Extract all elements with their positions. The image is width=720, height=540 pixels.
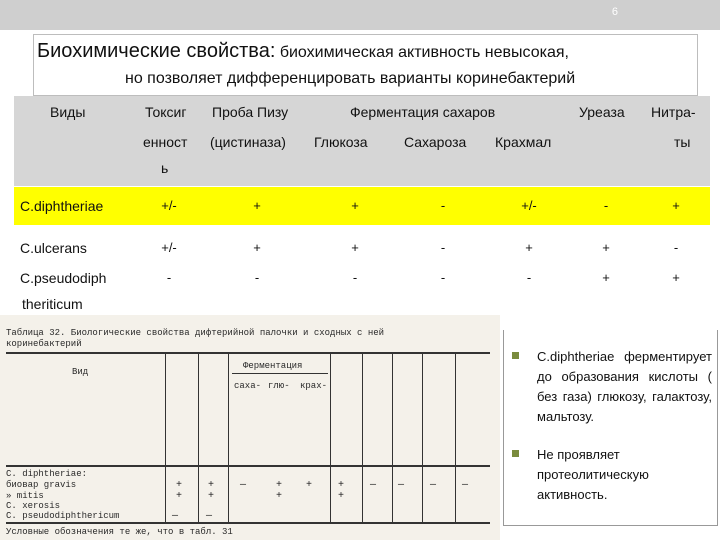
scan-caption-2: коринебактерий — [6, 339, 82, 349]
cell-toxigenicity: +/- — [161, 198, 177, 213]
scan-symbol: + — [176, 480, 183, 491]
cell-starch: +/- — [521, 198, 537, 213]
scan-symbol: — — [430, 480, 437, 491]
note-item — [512, 347, 712, 427]
cell-urease: + — [602, 240, 610, 255]
scan-footer: Условные обозначения те же, что в табл. 31 — [6, 527, 233, 537]
scan-column-rule — [165, 353, 166, 523]
header-glucose: Глюкоза — [314, 134, 368, 150]
scan-column-rule — [228, 353, 229, 523]
table-row — [14, 187, 710, 225]
header-urease: Уреаза — [579, 104, 625, 120]
scan-caption: Таблица 32. Биологические свойства дифтерийной палочки и сходных с ней — [6, 328, 385, 338]
scan-symbol: — — [370, 480, 377, 491]
scan-column-rule — [330, 353, 331, 523]
bullet-icon — [512, 352, 519, 359]
cell-starch: + — [525, 240, 533, 255]
scan-symbol: + — [338, 491, 345, 502]
cell-glucose: + — [351, 240, 359, 255]
scan-column-rule — [392, 353, 393, 523]
row-species-name: C.pseudodiph — [20, 270, 107, 286]
scan-rule — [6, 522, 490, 524]
table-row — [14, 261, 710, 299]
header-pizu-2: (цистиназа) — [210, 134, 286, 150]
cell-pizu: + — [253, 240, 261, 255]
notes-panel — [503, 330, 718, 526]
header-pizu-1: Проба Пизу — [212, 104, 289, 120]
scan-row-label: биовар gravis — [6, 480, 77, 490]
title-main: Биохимические свойства: — [37, 40, 276, 62]
cell-glucose: + — [351, 198, 359, 213]
bullet-icon — [512, 450, 519, 457]
scan-symbol: + — [306, 480, 313, 491]
scan-rule — [6, 465, 490, 467]
scan-column-rule — [362, 353, 363, 523]
scanned-table-image — [0, 315, 500, 540]
cell-starch: - — [526, 270, 532, 285]
cell-sucrose: - — [440, 270, 446, 285]
scan-col-species: Вид — [72, 367, 89, 377]
header-nitrates-2: ты — [674, 134, 691, 150]
row-species-name: C.diphtheriae — [20, 198, 104, 214]
note-text: Не проявляет протеолитическую активность. — [537, 447, 649, 502]
scan-rule — [6, 352, 490, 354]
scan-row-label: C. xerosis — [6, 501, 61, 511]
header-toxigenicity-3: ь — [161, 160, 169, 176]
scan-symbol: — — [398, 480, 405, 491]
header-starch: Крахмал — [495, 134, 552, 150]
row-species-name: C.ulcerans — [20, 240, 87, 256]
scan-symbol: + — [208, 480, 215, 491]
cell-pizu: - — [254, 270, 260, 285]
scan-sugar: крах- — [300, 381, 328, 391]
page-number: 6 — [611, 6, 618, 18]
top-bar — [0, 0, 720, 30]
scan-col-fermentation: Ферментация — [243, 361, 303, 371]
header-sucrose: Сахароза — [404, 134, 467, 150]
scan-symbol: — — [172, 511, 179, 522]
scan-column-rule — [198, 353, 199, 523]
scan-symbol: + — [276, 480, 283, 491]
title-box — [33, 34, 698, 96]
scan-symbol: + — [176, 491, 183, 502]
scan-symbol: + — [208, 491, 215, 502]
cell-sucrose: - — [440, 240, 446, 255]
scan-symbol: + — [276, 491, 283, 502]
scan-row-label: C. diphtheriae: — [6, 469, 88, 479]
scan-symbol: — — [240, 480, 247, 491]
scan-sugar: саха- — [234, 381, 262, 391]
note-text: C.diphtheriae ферментирует до образования кислоты ( без газа) глюкозу, галактозу, мальтозу. — [537, 349, 712, 424]
cell-toxigenicity: - — [166, 270, 172, 285]
note-item — [512, 445, 712, 505]
scan-column-rule — [422, 353, 423, 523]
cell-toxigenicity: +/- — [161, 240, 177, 255]
header-fermentation: Ферментация сахаров — [350, 104, 496, 120]
header-nitrates-1: Нитра- — [651, 104, 696, 120]
cell-glucose: - — [352, 270, 358, 285]
scan-rule — [232, 373, 328, 374]
header-toxigenicity-2: енност — [143, 134, 188, 150]
cell-urease: + — [602, 270, 610, 285]
title-rest: биохимическая активность невысокая, — [275, 44, 569, 61]
cell-urease: - — [603, 198, 609, 213]
header-species: Виды — [50, 104, 86, 120]
cell-nitrates: - — [673, 240, 679, 255]
table-header — [14, 96, 710, 186]
row-species-name-continuation: theriticum — [22, 296, 83, 312]
scan-symbol: — — [206, 511, 213, 522]
title-line-2: но позволяет дифференцировать варианты коринебактерий — [125, 70, 576, 87]
cell-nitrates: + — [672, 270, 680, 285]
scan-row-label: » mitis — [6, 491, 44, 501]
title-line-1 — [37, 40, 569, 63]
scan-row-label: C. pseudodiphthericum — [6, 511, 120, 521]
scan-symbol: + — [338, 480, 345, 491]
cell-pizu: + — [253, 198, 261, 213]
cell-sucrose: - — [440, 198, 446, 213]
scan-sugar: глю- — [268, 381, 290, 391]
scan-column-rule — [455, 353, 456, 523]
scan-symbol: — — [462, 480, 469, 491]
cell-nitrates: + — [672, 198, 680, 213]
header-toxigenicity-1: Токсиг — [145, 104, 187, 120]
